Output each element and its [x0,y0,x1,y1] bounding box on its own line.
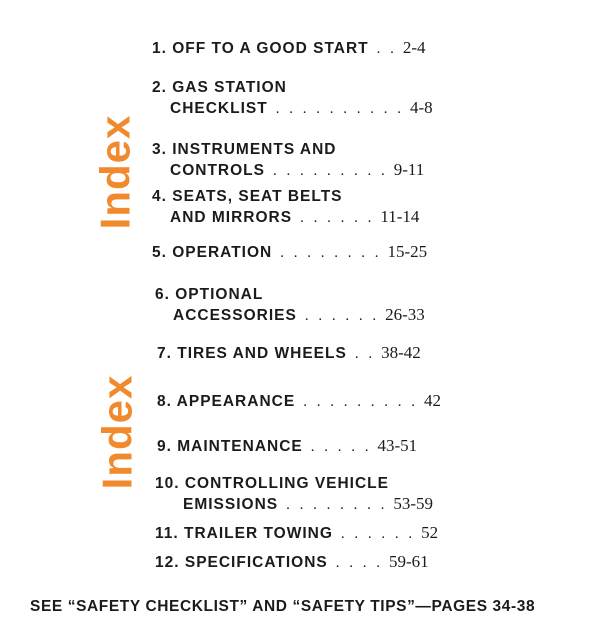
toc-entry-title: 4. SEATS, SEAT BELTS [152,188,343,205]
toc-page-range: 15-25 [387,242,428,261]
toc-page-range: 9-11 [393,160,425,179]
toc-entry-title-cont: AND MIRRORS [170,209,293,226]
toc-leader-dots: . . . . [335,555,383,571]
toc-page-range: 59-61 [389,552,429,571]
toc-page-range: 38-42 [381,343,421,362]
toc-entry-5[interactable] [152,242,427,262]
toc-entry-6[interactable] [155,285,425,325]
toc-leader-dots: . . . . . . . . [280,245,382,261]
toc-entry-7[interactable] [157,343,421,363]
toc-entry-8[interactable] [157,391,441,411]
toc-entry-11[interactable] [155,523,438,543]
toc-entry-title: 10. CONTROLLING VEHICLE [155,475,389,492]
toc-page-range: 4-8 [409,98,433,117]
toc-page-range: 11-14 [380,207,420,226]
toc-leader-dots: . . . . . . [340,526,416,542]
toc-entry-title: 9. MAINTENANCE [157,438,303,455]
toc-entry-title: 1. OFF TO A GOOD START [152,40,369,57]
toc-entry-title: 7. TIRES AND WHEELS [157,345,347,362]
toc-page-range: 42 [423,391,441,410]
toc-page-range: 43-51 [377,436,418,455]
toc-entry-title-cont: CHECKLIST [170,100,268,117]
toc-entry-title: 8. APPEARANCE [157,393,296,410]
toc-entry-10[interactable] [155,474,433,514]
toc-entry-4[interactable] [152,187,419,227]
toc-entry-title-cont: EMISSIONS [183,496,279,513]
index-side-label-bottom: Index [93,374,141,490]
safety-reference-footer: SEE “SAFETY CHECKLIST” AND “SAFETY TIPS”—PAGES 34-38 [30,598,536,615]
toc-page-range: 53-59 [393,494,434,513]
toc-entry-title: 6. OPTIONAL [155,286,264,303]
toc-leader-dots: . . . . . . . . [286,497,388,513]
toc-entry-12[interactable] [155,552,429,572]
toc-page-range: 2-4 [402,38,426,57]
index-side-label-top: Index [91,114,139,230]
toc-entry-9[interactable] [157,436,417,456]
toc-entry-title-cont: CONTROLS [170,162,265,179]
toc-leader-dots: . . . . . . . . . . [275,101,404,117]
toc-entry-title-cont: ACCESSORIES [173,307,297,324]
toc-entry-title: 12. SPECIFICATIONS [155,554,328,571]
toc-entry-title: 11. TRAILER TOWING [155,525,333,542]
toc-page-range: 26-33 [385,305,425,324]
toc-leader-dots: . . . . . . [304,308,380,324]
toc-leader-dots: . . [376,41,397,57]
toc-leader-dots: . . . . . . . . . [303,394,418,410]
toc-entry-1[interactable] [152,38,426,58]
toc-leader-dots: . . . . . . [300,210,375,226]
toc-leader-dots: . . . . . [310,439,372,455]
toc-page-range: 52 [421,523,439,542]
toc-leader-dots: . . [354,346,376,362]
toc-entry-title: 2. GAS STATION [152,79,287,96]
toc-entry-2[interactable] [152,78,433,118]
toc-leader-dots: . . . . . . . . . [272,163,388,179]
toc-entry-3[interactable] [152,140,424,180]
toc-entry-title: 3. INSTRUMENTS AND [152,141,337,158]
toc-entry-title: 5. OPERATION [152,244,273,261]
